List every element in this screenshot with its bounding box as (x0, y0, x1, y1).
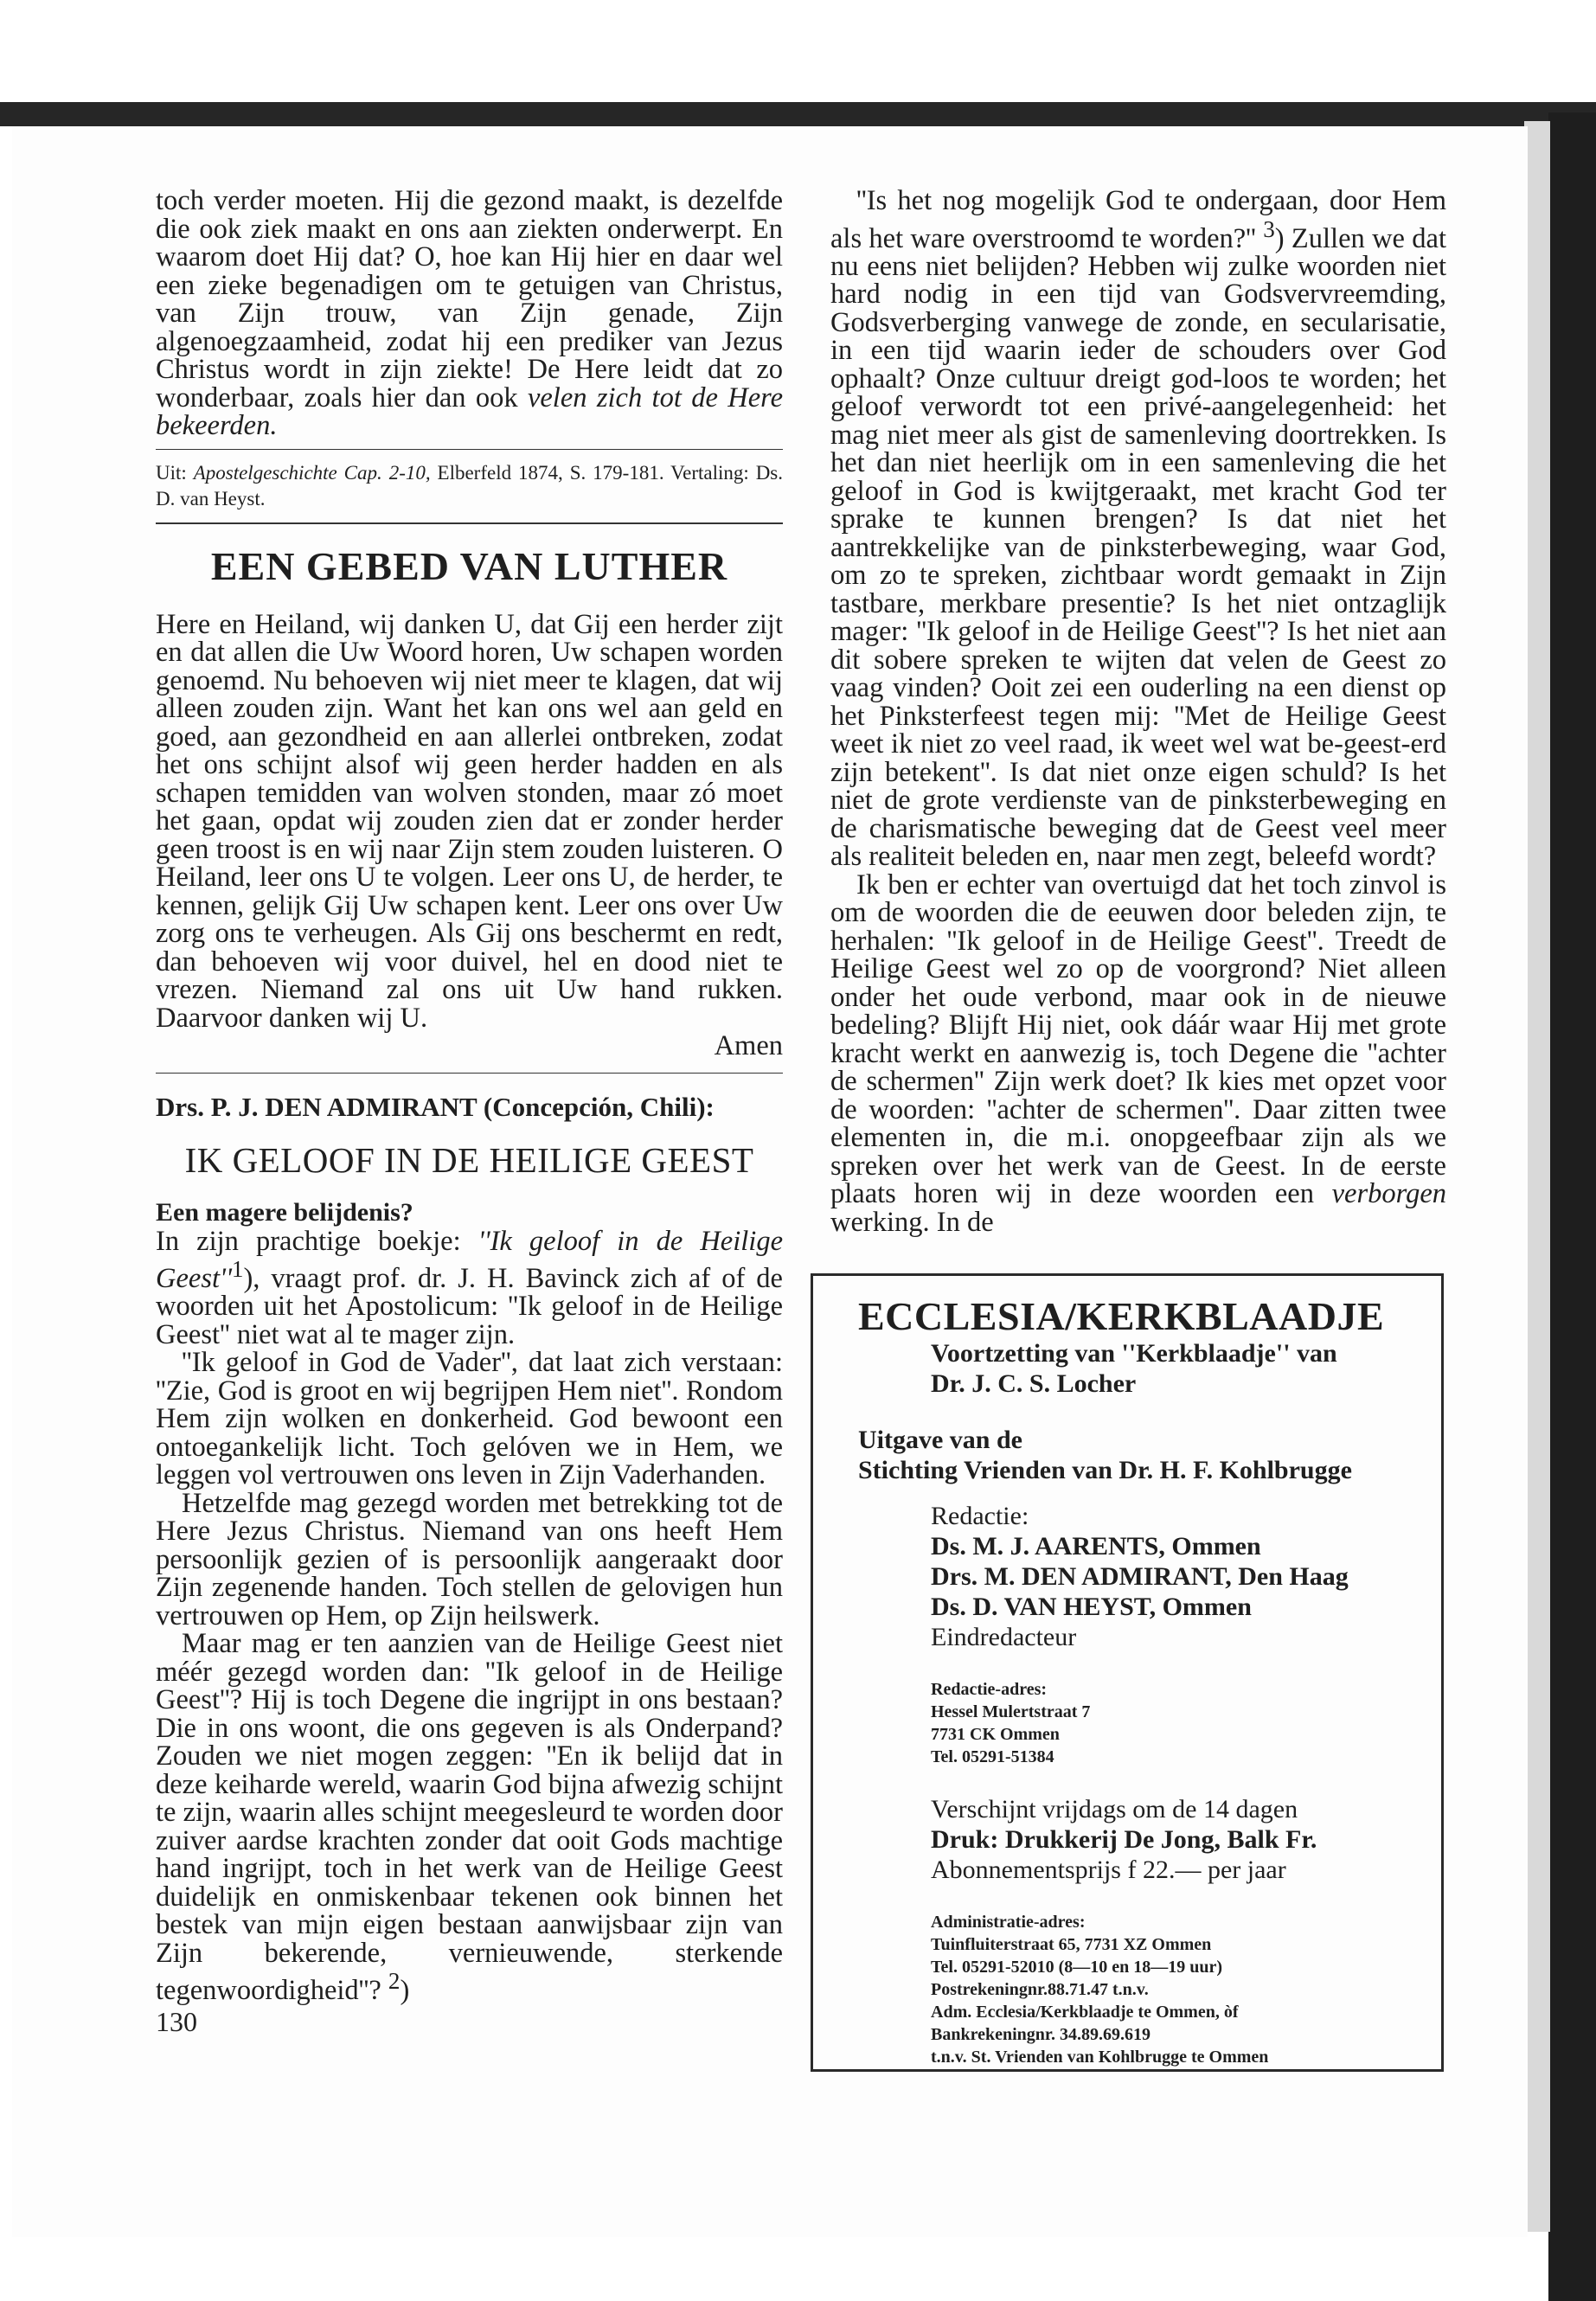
right-p2-a: Ik ben er echter van overtuigd dat het toch zinvol is om de woorden die de eeuwen door beleden zijn, te herhalen: ''Ik geloof in de Heilige Geest''. Treedt de Heilige Geest wel zo op de voorgrond? Niet alleen onder het oude verbond, maar ook in de nieuwe bedeling? Blijft Hij niet, ook dáár waar Hij met grote kracht werkt en aanwezig is, toch Degene die ''achter de schermen'' Zijn werk doet? Ik kies met opzet voor de woorden: ''achter de schermen''. Daar zitten twee elementen in, die m.i. onopgeefbaar zijn als we spreken over het werk van de Geest. In de eerste plaats horen wij in deze woorden een (830, 868, 1446, 1210)
admin-address-line: Administratie-adres: (931, 1913, 1086, 1932)
admin-address-line: Postrekeningnr.88.71.47 t.n.v. (931, 1980, 1149, 1999)
editor-name: Ds. M. J. AARENTS, Ommen (931, 1532, 1261, 1561)
article-p1-a: In zijn prachtige boekje: (156, 1225, 478, 1257)
editorial-address-line: Redactie-adres: (931, 1680, 1048, 1699)
article-paragraph (830, 868, 1446, 1238)
page-edge-right (1524, 121, 1550, 2232)
editorial-address-line: Hessel Mulertstraat 7 (931, 1702, 1091, 1721)
right-column (830, 187, 1446, 1236)
admin-address-line: Tuinfluiterstraat 65, 7731 XZ Ommen (931, 1935, 1212, 1954)
editors-label: Redactie: (931, 1502, 1029, 1530)
colophon-subtitle: Dr. J. C. S. Locher (931, 1369, 1137, 1398)
article-author: Drs. P. J. DEN ADMIRANT (Concepción, Chili): (156, 1091, 715, 1122)
admin-address-line: Bankrekeningnr. 34.89.69.619 (931, 2025, 1151, 2044)
spacer (858, 1768, 1412, 1794)
divider (156, 1073, 783, 1074)
admin-address-line: t.n.v. St. Vrienden van Kohlbrugge te Ommen (931, 2048, 1269, 2067)
scan-shadow-right (1548, 112, 1596, 2301)
editor-name: Drs. M. DEN ADMIRANT, Den Haag (931, 1562, 1349, 1591)
admin-address-line: Adm. Ecclesia/Kerkblaadje te Ommen, òf (931, 2003, 1239, 2022)
emphasis-verborgen: verborgen (1331, 1178, 1446, 1210)
article-p1-b: ), vraagt prof. dr. J. H. Bavinck zich af of de woorden uit het Apostolicum: ''Ik geloof in de Heilige Geest'' niet wat al te mager zijn. (156, 1262, 783, 1350)
colophon-publisher: Stichting Vrienden van Dr. H. F. Kohlbrugge (858, 1456, 1352, 1484)
spacer (858, 1885, 1412, 1911)
right-p2-b: werking. In de (830, 1206, 994, 1238)
editorial-address-line: 7731 CK Ommen (931, 1725, 1060, 1744)
spacer (858, 1399, 1412, 1425)
spacer (858, 1652, 1412, 1678)
colophon-publisher: Uitgave van de (858, 1426, 1022, 1454)
scan-shadow-bar (0, 102, 1596, 126)
article-paragraph (156, 1227, 783, 1349)
footnote-marker: 3 (1263, 215, 1275, 242)
editorial-address-line: Tel. 05291-51384 (931, 1747, 1054, 1766)
admin-address-line: Tel. 05291-52010 (8—10 en 18—19 uur) (931, 1958, 1223, 1977)
chief-editor-label: Eindredacteur (931, 1623, 1077, 1651)
printer: Druk: Drukkerij De Jong, Balk Fr. (931, 1825, 1317, 1854)
continuation-text: toch verder moeten. Hij die gezond maakt, is dezelfde die ook ziek maakt en ons aan ziekten onderwerpt. En waarom doet Hij dat? O, hoe kan Hij hier en daar wel een zieke begenadigen om te getuigen van Christus, van Zijn trouw, van Zijn genade, Zijn algenoegzaamheid, zodat hij een prediker van Jezus Christus wordt in zijn ziekte! De Here leidt dat zo wonderbaar, zoals hier dan ook (156, 185, 783, 413)
continuation-paragraph (156, 187, 783, 440)
article-paragraph: ''Ik geloof in God de Vader'', dat laat zich verstaan: ''Zie, God is groot en wij begrijpen Hem niet''. Rondom Hem zijn wolken en donkerheid. God bewoont een ontoegankelijk licht. Toch gelóven we in Hem, we leggen vol vertrouwen ons leven in Zijn Vaderhanden. (156, 1347, 783, 1491)
right-p1-a: ''Is het nog mogelijk God te ondergaan, door Hem als het ware overstroomd te worden?'' (830, 185, 1446, 254)
article-subheading: Een magere belijdenis? (156, 1197, 413, 1227)
source-note (156, 449, 783, 512)
colophon-title: ECCLESIA/KERKBLAADJE (858, 1294, 1385, 1338)
source-note-rest: Elberfeld 1874, S. 179-181. Vertaling: Ds. D. van Heyst. (156, 461, 783, 510)
prayer-text: Here en Heiland, wij danken U, dat Gij een herder zijt en dat allen die Uw Woord horen, Uw schapen worden genoemd. Nu behoeven wij niet meer te klagen, dat wij alleen zouden zijn. Want het kan ons wel aan geld en goed, aan gezondheid en aan allerlei ontbreken, zodat het ons schijnt alsof wij geen herder hadden en als schapen temidden van wolven stonden, maar zó moet het gaan, opdat wij zouden zien dat er zonder herder geen troost is en wij naar Zijn stem zouden luisteren. O Heiland, leer ons U te volgen. Leer ons U, de herder, te kennen, gelijk Gij Uw schapen kent. Leer ons over Uw zorg ons te verheugen. Als Gij ons beschermt en redt, dan behoeven wij voor duivel, hel en dood niet te vrezen. Niemand zal ons uit Uw hand rukken. Daarvoor danken wij U. (156, 608, 783, 1034)
colophon-box (811, 1273, 1444, 2072)
spacer (858, 1485, 1412, 1501)
article-paragraph (156, 1628, 783, 2007)
divider (156, 522, 783, 524)
article-heading: IK GELOOF IN DE HEILIGE GEEST (184, 1139, 754, 1180)
article-p4-end: ) (400, 1975, 410, 2007)
colophon-subtitle: Voortzetting van ''Kerkblaadje'' van (931, 1339, 1337, 1368)
continuation-emphasis: velen zich tot de Here bekeerden. (156, 381, 784, 441)
subscription-price: Abonnementsprijs f 22.— per jaar (931, 1856, 1286, 1884)
editor-name: Ds. D. VAN HEYST, Ommen (931, 1593, 1252, 1621)
prayer-heading: EEN GEBED VAN LUTHER (210, 543, 728, 588)
right-p1-b: ) Zullen we dat nu eens niet belijden? Hebben wij zulke woorden niet hard nodig in een tijd van Godsvervreemding, Godsverberging vanwege de zonde, en secularisatie, in een tijd waarin ieder de schouders over God ophaalt? Onze cultuur dreigt god-loos te worden; het geloof verwordt tot een privé-aangelegenheid: het mag niet meer als gist de samenleving doortrekken. Is het dan niet heerlijk om in een samenleving die het geloof in God is kwijtgeraakt, met kracht God ter sprake te kunnen brengen? Is dat niet het aantrekkelijke van de pinksterbeweging, waar God, om zo te spreken, zichtbaar wordt gemaakt in Zijn tastbare, merkbare presentie? Is het niet ontzaglijk mager: ''Ik geloof in de Heilige Geest''? Is het niet aan dit sobere spreken te wijten dat velen de Geest zo vaag vinden? Ooit zei een ouderling na een dienst op het Pinksterfeest tegen mij: ''Met de Heilige Geest weet ik niet zo veel raad, ik weet wel wat be-geest-erd zijn betekent''. Is dat niet onze eigen schuld? Is het niet de grote verdienste van de pinksterbeweging en de charismatische beweging dat de Geest veel meer als realiteit beleden en, naar men zegt, beleefd wordt? (830, 222, 1446, 873)
footnote-marker: 1 (231, 1256, 244, 1282)
page-number: 130 (156, 2005, 197, 2037)
scan-border-top (0, 0, 1596, 108)
article-p4: Maar mag er ten aanzien van de Heilige Geest niet méér gezegd worden dan: ''Ik geloof in de Heilige Geest''? Hij is toch Degene die ingrijpt in ons bestaan? Die in ons woont, die ons gegeven is als Onderpand? Zouden we niet mogen zeggen: ''En ik belijd dat in deze keiharde wereld, waarin God bijna afwezig schijnt te zijn, waarin alles schijnt meegesleurd te worden door zuiver aardse krachten zonder dat ooit Gods machtige hand ingrijpt, toch in het werk van de Heilige Geest duidelijk en onmiskenbaar tekenen ook binnen het bestek van mijn eigen bestaan aanwijsbaar zijn van Zijn bekerende, vernieuwende, sterkende tegenwoordigheid''? (156, 1628, 783, 2007)
footnote-marker: 2 (388, 1968, 401, 1995)
prayer-amen: Amen (714, 1030, 783, 1061)
source-note-prefix: Uit: (156, 461, 194, 484)
book-title: ''Ik geloof in de Heilige Geest'' (156, 1225, 783, 1294)
left-column (156, 187, 783, 2036)
article-paragraph (830, 187, 1446, 871)
article-paragraph: Hetzelfde mag gezegd worden met betrekking tot de Here Jezus Christus. Niemand van ons heeft Hem persoonlijk gezien of is persoonlijk aangeraakt door Zijn zegenende handen. Toch stellen de gelovigen hun vertrouwen op Hem, op Zijn heilswerk. (156, 1487, 783, 1631)
publication-schedule: Verschijnt vrijdags om de 14 dagen (931, 1795, 1298, 1823)
source-note-title: Apostelgeschichte Cap. 2-10, (193, 461, 431, 484)
